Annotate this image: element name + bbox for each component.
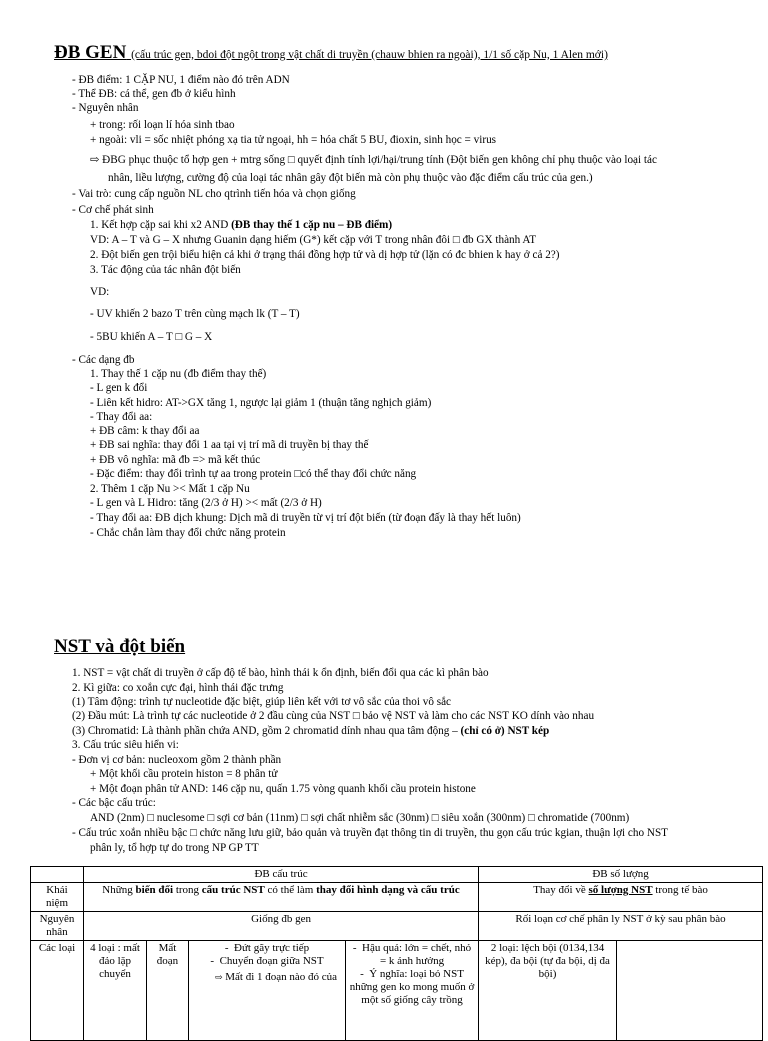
coiling-function-line-2: phân ly, tổ hợp tự do trong NP GP TT — [90, 842, 259, 854]
dependency-line-2: nhân, liều lượng, cường độ của loại tác nhân gây đột biến mà còn phụ thuộc vào đặc điểm cấu trúc của gen.) — [108, 172, 593, 184]
numerical-concept-part: số lượng NST — [588, 884, 653, 896]
table-header-row — [31, 867, 763, 883]
table-row — [31, 912, 763, 941]
levels-line: - Các bậc cấu trúc: — [72, 797, 156, 809]
translocation-text: Chuyển đoạn giữa NST — [219, 955, 324, 967]
table-row — [31, 883, 763, 912]
internal-cause-line: + trong: rối loạn lí hóa sinh tbao — [90, 119, 235, 131]
arrow-right-icon: ⇨ — [214, 972, 223, 982]
silent-mutation-line: + ĐB câm: k thay đổi aa — [90, 425, 200, 437]
concept-label: Khái niệm — [31, 883, 84, 912]
dependency-line: ⇨ ĐBG phục thuộc tổ hợp gen + mtrg sống □ quyết định tính lợi/hại/trung tính (Đột biến gen không chỉ phụ thuộc vào loại tác — [90, 154, 657, 166]
translocation-item: - Chuyển đoạn giữa NST — [210, 955, 324, 967]
structural-concept-part: cấu trúc NST — [201, 884, 265, 896]
feature-line: - Đặc điểm: thay đổi trình tự aa trong protein □có thể thay đổi chức năng — [90, 468, 417, 480]
gen-mutation-subtitle: (cấu trúc gen, bdoi đột ngột trong vật chất di truyền (chauw bhien ra ngoài), 1/1 số cặp Nu, 1 Alen mới) — [131, 49, 608, 61]
chromatid-line — [72, 725, 549, 738]
chromatid-bold: (chỉ có ở) NST kép — [460, 725, 550, 737]
deletion-effect-cell — [346, 941, 479, 1041]
numerical-cause: Rối loạn cơ chế phân ly NST ở kỳ sau phân bào — [479, 912, 763, 941]
structural-concept-part: biến đổi — [135, 884, 174, 896]
missense-line: + ĐB sai nghĩa: thay đổi 1 aa tại vị trí mã di truyền bị thay thế — [90, 439, 369, 451]
amino-acid-change-line: - Thay đổi aa: — [90, 411, 153, 423]
structural-concept-part: trong — [173, 884, 202, 896]
numerical-types-cell: 2 loại: lệch bội (0134,134 kép), đa bội (tự đa bội, dị đa bội) — [479, 941, 617, 1041]
consequence-text: Hậu quả: lớn = chết, nhỏ = k ảnh hưởng — [362, 942, 472, 967]
mutation-comparison-table — [30, 866, 763, 1041]
numerical-concept — [479, 883, 763, 912]
hydrogen-bond-line: - Liên kết hidro: AT->GX tăng 1, ngược lại giảm 1 (thuận tăng nghịch giảm) — [90, 397, 432, 409]
example-label: VD: — [90, 286, 110, 298]
frameshift-line: - Thay đổi aa: ĐB dịch khung: Dịch mã di truyền từ vị trí đột biến (từ đoạn đấy là thay hết luôn) — [90, 512, 521, 524]
point-mutation-line: - ĐB điểm: 1 CẶP NU, 1 điểm nào đó trên ADN — [72, 74, 290, 86]
nst-heading: NST và đột biến — [54, 636, 186, 657]
consequence-item: - Hậu quả: lớn = chết, nhỏ = k ảnh hưởng — [352, 942, 472, 967]
structural-concept — [84, 883, 479, 912]
significance-item: - Ý nghĩa: loại bỏ NST những gen ko mong muốn ở một số giống cây trồng — [349, 968, 475, 1006]
direct-break-text: Đứt gãy trực tiếp — [234, 942, 310, 954]
nucleosome-line: - Đơn vị cơ bản: nucleoxom gồm 2 thành phần — [72, 754, 282, 766]
structural-concept-part: có thể làm — [264, 884, 317, 896]
mechanism-line: - Cơ chế phát sinh — [72, 204, 154, 216]
gen-mutation-title: ĐB GEN — [54, 42, 127, 63]
deletion-mechanism-cell — [189, 941, 346, 1041]
empty-cell — [617, 941, 763, 1041]
nst-item-2: 2. Kì giữa: co xoắn cực đại, hình thái đặc trưng — [72, 682, 284, 694]
mechanism-item-1-text: 1. Kết hợp cặp sai khi x2 AND — [90, 219, 232, 231]
external-cause-line: + ngoài: vli = sốc nhiệt phóng xạ tia tử ngoại, hh = hóa chất 5 BU, đioxin, sinh học = virus — [90, 134, 497, 146]
numerical-concept-part: trong tế bào — [652, 884, 708, 896]
protein-function-line: - Chắc chắn làm thay đổi chức năng protein — [90, 527, 286, 539]
role-line: - Vai trò: cung cấp nguồn NL cho qtrình tiến hóa và chọn giống — [72, 188, 356, 200]
nst-item-1: 1. NST = vật chất di truyền ở cấp độ tế bào, hình thái k ổn định, biến đổi qua các kì phân bào — [72, 667, 489, 679]
structural-header: ĐB cấu trúc — [84, 867, 479, 883]
lose-segment-item — [192, 971, 342, 984]
numerical-header: ĐB số lượng — [479, 867, 763, 883]
uv-example-line: - UV khiến 2 bazo T trên cùng mạch lk (T – T) — [90, 308, 300, 320]
dna-segment-line: + Một đoạn phân tử AND: 146 cặp nu, quấn 1.75 vòng quanh khối cầu protein histone — [90, 783, 476, 795]
insertion-deletion-line: 2. Thêm 1 cặp Nu >< Mất 1 cặp Nu — [90, 483, 250, 495]
5bu-example-line: - 5BU khiến A – T □ G – X — [90, 331, 213, 343]
table-row — [31, 941, 763, 1041]
types-label: Các loại — [31, 941, 84, 1041]
numerical-concept-part: Thay đổi về — [533, 884, 589, 896]
nonsense-line: + ĐB vô nghĩa: mã đb => mã kết thúc — [90, 454, 261, 466]
mutation-types-line: - Các dạng đb — [72, 354, 135, 366]
example-guanine-line: VD: A – T và G – X nhưng Guanin dạng hiếm (G*) kết cặp với T trong nhân đôi □ đb GX thành AT — [90, 234, 537, 246]
histone-line: + Một khối cầu protein histon = 8 phân tử — [90, 768, 278, 780]
gene-length-line: - L gen k đổi — [90, 382, 148, 394]
significance-text: Ý nghĩa: loại bỏ NST những gen ko mong muốn ở một số giống cây trồng — [349, 968, 475, 1006]
length-hydrogen-line: - L gen và L Hidro: tăng (2/3 ở H) >< mất (2/3 ở H) — [90, 497, 322, 509]
structural-cause: Giống đb gen — [84, 912, 479, 941]
structural-concept-part: thay đổi hình dạng và cấu trúc — [316, 884, 460, 896]
direct-break-item: - Đứt gãy trực tiếp — [224, 942, 310, 954]
coiling-function-line: - Cấu trúc xoắn nhiều bậc □ chức năng lưu giữ, bảo quản và truyền đạt thông tin di truyền, thu gọn cấu trúc kgian, thuận lợi cho NST — [72, 827, 669, 839]
gen-mutation-heading — [54, 42, 608, 64]
structural-concept-part: Những — [102, 884, 136, 896]
centromere-line: (1) Tâm động: trình tự nucleotide đặc biệt, giúp liên kết với tơ vô sắc của thoi vô sắc — [72, 696, 452, 708]
mechanism-item-1 — [90, 219, 392, 232]
substitution-line: 1. Thay thế 1 cặp nu (đb điểm thay thế) — [90, 368, 267, 380]
ultrastructure-line: 3. Cấu trúc siêu hiển vi: — [72, 739, 179, 751]
levels-detail-line: AND (2nm) □ nuclesome □ sợi cơ bản (11nm) □ sợi chất nhiễm sắc (30nm) □ siêu xoắn (300nm) □ chromatide (700nm) — [90, 812, 630, 824]
cause-label: Nguyên nhân — [31, 912, 84, 941]
four-types-cell: 4 loại : mất đảo lặp chuyển — [84, 941, 147, 1041]
mechanism-item-2: 2. Đột biến gen trội biểu hiện cả khi ở trạng thái đồng hợp tử và dị hợp tử (lặn có đc bhien k hay ở cả 2?) — [90, 249, 560, 261]
telomere-line: (2) Đầu mút: Là trình tự các nucleotide ở 2 đầu cùng của NST □ bảo vệ NST và làm cho các NST KO dính vào nhau — [72, 710, 595, 722]
mutant-line: - Thể ĐB: cá thể, gen đb ở kiểu hình — [72, 88, 236, 100]
chromatid-text: (3) Chromatid: Là thành phần chứa AND, gồm 2 chromatid dính nhau qua tâm động – — [72, 725, 461, 737]
lose-segment-text: Mất đi 1 đoạn nào đó của — [225, 971, 338, 983]
mechanism-item-1-bold: (ĐB thay thế 1 cặp nu – ĐB điểm) — [231, 219, 393, 231]
mechanism-item-3: 3. Tác động của tác nhân đột biến — [90, 264, 241, 276]
cause-line: - Nguyên nhân — [72, 102, 139, 114]
deletion-cell: Mất đoạn — [147, 941, 189, 1041]
table-corner-cell — [31, 867, 84, 883]
